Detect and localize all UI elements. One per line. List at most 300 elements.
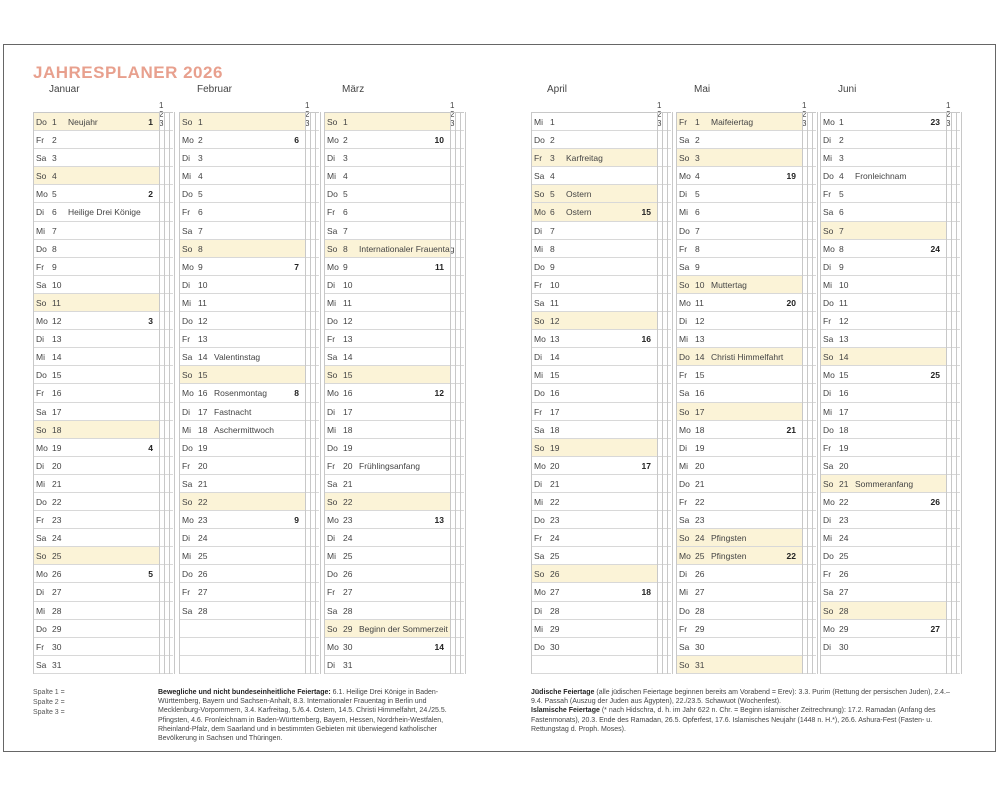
weekday: Sa xyxy=(679,641,690,652)
day-row[interactable] xyxy=(531,240,671,258)
day-row[interactable] xyxy=(33,366,173,384)
day-number: 28 xyxy=(343,605,353,616)
weekday: Fr xyxy=(36,388,45,399)
column-numbers-header: 1 2 3 xyxy=(946,101,952,128)
weekday: Sa xyxy=(327,605,338,616)
day-row[interactable] xyxy=(820,131,960,149)
day-number: 9 xyxy=(198,261,203,272)
day-row[interactable] xyxy=(676,113,816,131)
event-label: Ostern xyxy=(566,207,592,218)
day-row[interactable] xyxy=(324,149,464,167)
week-number: 8 xyxy=(294,388,299,399)
day-row[interactable] xyxy=(531,258,671,276)
day-number: 20 xyxy=(695,460,705,471)
day-number: 2 xyxy=(839,135,844,146)
day-row[interactable] xyxy=(820,203,960,221)
day-row[interactable] xyxy=(179,258,319,276)
week-number: 26 xyxy=(930,496,940,507)
day-row[interactable] xyxy=(676,294,816,312)
day-number: 24 xyxy=(550,533,560,544)
day-row[interactable] xyxy=(179,493,319,511)
day-row[interactable] xyxy=(531,276,671,294)
day-number: 30 xyxy=(52,641,62,652)
day-row[interactable] xyxy=(179,511,319,529)
weekday: Di xyxy=(36,334,45,345)
weekday: Do xyxy=(823,551,834,562)
day-row[interactable] xyxy=(820,240,960,258)
day-row[interactable] xyxy=(324,312,464,330)
day-row[interactable] xyxy=(531,493,671,511)
weekday: Mi xyxy=(679,460,688,471)
weekday: So xyxy=(534,442,545,453)
weekday: Sa xyxy=(534,424,545,435)
day-number: 11 xyxy=(839,297,848,308)
day-row[interactable] xyxy=(531,149,671,167)
day-row[interactable] xyxy=(33,493,173,511)
day-row[interactable] xyxy=(324,185,464,203)
day-row[interactable] xyxy=(179,384,319,402)
day-row[interactable] xyxy=(531,583,671,601)
day-row[interactable] xyxy=(33,167,173,185)
day-row[interactable] xyxy=(179,547,319,565)
day-number: 12 xyxy=(343,316,353,327)
day-row[interactable] xyxy=(676,511,816,529)
day-row[interactable] xyxy=(324,475,464,493)
day-number: 22 xyxy=(550,496,560,507)
day-row[interactable] xyxy=(179,203,319,221)
day-row[interactable] xyxy=(676,493,816,511)
weekday: Mi xyxy=(36,352,45,363)
weekday: Sa xyxy=(36,533,47,544)
day-row[interactable] xyxy=(324,457,464,475)
day-row[interactable] xyxy=(820,366,960,384)
day-row[interactable] xyxy=(33,403,173,421)
weekday: So xyxy=(679,279,690,290)
day-number: 18 xyxy=(52,424,62,435)
day-row[interactable] xyxy=(820,547,960,565)
day-row[interactable] xyxy=(324,330,464,348)
day-row[interactable] xyxy=(820,565,960,583)
day-row[interactable] xyxy=(324,511,464,529)
day-row[interactable] xyxy=(531,602,671,620)
day-row[interactable] xyxy=(820,439,960,457)
weekday: Sa xyxy=(36,659,47,670)
day-row[interactable] xyxy=(676,583,816,601)
day-row[interactable] xyxy=(676,384,816,402)
day-row[interactable] xyxy=(33,131,173,149)
weekday: So xyxy=(36,171,47,182)
day-row[interactable] xyxy=(676,222,816,240)
weekday: Di xyxy=(823,515,832,526)
day-row[interactable] xyxy=(531,529,671,547)
day-number: 10 xyxy=(198,279,208,290)
day-number: 4 xyxy=(695,171,700,182)
day-row[interactable] xyxy=(531,403,671,421)
day-row[interactable] xyxy=(531,439,671,457)
day-row[interactable] xyxy=(676,276,816,294)
day-row[interactable] xyxy=(179,348,319,366)
day-row[interactable] xyxy=(820,222,960,240)
day-row[interactable] xyxy=(531,457,671,475)
day-row[interactable] xyxy=(33,638,173,656)
day-number: 11 xyxy=(198,297,207,308)
day-row[interactable] xyxy=(179,421,319,439)
weekday: Di xyxy=(823,135,832,146)
day-row[interactable] xyxy=(179,330,319,348)
day-row[interactable] xyxy=(324,203,464,221)
day-row[interactable] xyxy=(179,167,319,185)
day-row[interactable] xyxy=(676,403,816,421)
day-row[interactable] xyxy=(324,276,464,294)
day-row[interactable] xyxy=(820,403,960,421)
weekday: Sa xyxy=(823,334,834,345)
day-row[interactable] xyxy=(33,348,173,366)
day-row[interactable] xyxy=(179,529,319,547)
weekday: Fr xyxy=(182,207,191,218)
day-row[interactable] xyxy=(179,312,319,330)
day-row[interactable] xyxy=(33,529,173,547)
day-row[interactable] xyxy=(676,167,816,185)
weekday: So xyxy=(327,496,338,507)
day-row[interactable] xyxy=(820,113,960,131)
day-row[interactable] xyxy=(33,511,173,529)
day-row[interactable] xyxy=(820,294,960,312)
day-number: 1 xyxy=(343,117,348,127)
weekday: Sa xyxy=(679,261,690,272)
weekday: Mo xyxy=(327,135,339,146)
day-row[interactable] xyxy=(820,457,960,475)
day-row[interactable] xyxy=(676,258,816,276)
day-number: 14 xyxy=(839,352,849,363)
day-row[interactable] xyxy=(820,475,960,493)
day-row[interactable] xyxy=(324,602,464,620)
day-row[interactable] xyxy=(324,547,464,565)
day-row[interactable] xyxy=(33,547,173,565)
weekday: Mo xyxy=(679,297,691,308)
day-row[interactable] xyxy=(324,240,464,258)
weekday: Di xyxy=(679,569,688,580)
day-row[interactable] xyxy=(33,222,173,240)
day-number: 19 xyxy=(198,442,208,453)
day-row[interactable] xyxy=(179,457,319,475)
day-row[interactable] xyxy=(324,529,464,547)
day-row[interactable] xyxy=(179,294,319,312)
weekday: Do xyxy=(182,569,193,580)
day-row[interactable] xyxy=(33,276,173,294)
day-number: 21 xyxy=(198,478,208,489)
empty-row xyxy=(531,656,671,674)
day-row[interactable] xyxy=(676,185,816,203)
event-label: Christi Himmelfahrt xyxy=(711,352,784,363)
day-number: 4 xyxy=(550,171,555,182)
day-row[interactable] xyxy=(33,312,173,330)
day-row[interactable] xyxy=(820,185,960,203)
day-row[interactable] xyxy=(33,565,173,583)
weekday: Fr xyxy=(327,587,336,598)
day-row[interactable] xyxy=(324,403,464,421)
weekday: Mo xyxy=(36,189,48,200)
day-row[interactable] xyxy=(179,113,319,131)
day-row[interactable] xyxy=(179,583,319,601)
day-row[interactable] xyxy=(324,258,464,276)
day-row[interactable] xyxy=(531,185,671,203)
column-divider xyxy=(812,112,813,674)
event-label: Fastnacht xyxy=(214,406,252,417)
day-row[interactable] xyxy=(531,421,671,439)
day-row[interactable] xyxy=(33,602,173,620)
day-number: 22 xyxy=(839,496,849,507)
day-row[interactable] xyxy=(324,493,464,511)
column-divider xyxy=(179,112,180,674)
month-name: Mai xyxy=(694,84,711,95)
holiday-note-left-heading: Bewegliche und nicht bundeseinheitliche Feiertage: xyxy=(158,689,331,696)
day-row[interactable] xyxy=(33,421,173,439)
day-row[interactable] xyxy=(33,330,173,348)
weekday: Do xyxy=(823,297,834,308)
weekday: Sa xyxy=(823,207,834,218)
day-number: 5 xyxy=(550,189,555,200)
day-row[interactable] xyxy=(179,276,319,294)
weekday: Fr xyxy=(36,135,45,146)
weekday: Sa xyxy=(327,225,338,236)
day-row[interactable] xyxy=(324,222,464,240)
day-row[interactable] xyxy=(676,457,816,475)
day-row[interactable] xyxy=(33,439,173,457)
day-row[interactable] xyxy=(531,366,671,384)
day-row[interactable] xyxy=(531,131,671,149)
weekday: Mo xyxy=(823,496,835,507)
day-row[interactable] xyxy=(531,203,671,221)
day-number: 10 xyxy=(695,279,705,290)
weekday: Sa xyxy=(534,297,545,308)
day-number: 15 xyxy=(52,370,62,381)
day-row[interactable] xyxy=(179,475,319,493)
day-number: 28 xyxy=(695,605,705,616)
column-divider xyxy=(455,112,456,674)
day-row[interactable] xyxy=(531,511,671,529)
day-row[interactable] xyxy=(676,656,816,674)
weekday: Fr xyxy=(679,117,688,127)
day-row[interactable] xyxy=(676,240,816,258)
day-number: 21 xyxy=(839,478,849,489)
day-number: 11 xyxy=(52,297,61,308)
day-number: 9 xyxy=(343,261,348,272)
weekday: Fr xyxy=(327,460,336,471)
weekday: Do xyxy=(534,388,545,399)
day-row[interactable] xyxy=(531,475,671,493)
day-row[interactable] xyxy=(531,638,671,656)
day-row[interactable] xyxy=(33,457,173,475)
day-row[interactable] xyxy=(324,294,464,312)
day-row[interactable] xyxy=(324,583,464,601)
weekday: Di xyxy=(534,605,543,616)
day-row[interactable] xyxy=(531,330,671,348)
day-number: 30 xyxy=(839,641,849,652)
day-row[interactable] xyxy=(531,113,671,131)
day-row[interactable] xyxy=(324,656,464,674)
column-divider xyxy=(802,112,803,674)
weekday: Mi xyxy=(182,171,191,182)
day-row[interactable] xyxy=(820,529,960,547)
event-label: Frühlingsanfang xyxy=(359,460,420,471)
day-number: 30 xyxy=(343,641,353,652)
day-row[interactable] xyxy=(324,565,464,583)
legend-column-2: Spalte 2 = xyxy=(33,699,65,706)
day-row[interactable] xyxy=(820,348,960,366)
day-number: 17 xyxy=(198,406,208,417)
event-label: Neujahr xyxy=(68,117,98,127)
weekday: Do xyxy=(327,316,338,327)
day-row[interactable] xyxy=(820,602,960,620)
day-row[interactable] xyxy=(676,149,816,167)
day-row[interactable] xyxy=(676,348,816,366)
day-number: 25 xyxy=(839,551,849,562)
day-row[interactable] xyxy=(676,439,816,457)
day-number: 5 xyxy=(343,189,348,200)
day-row[interactable] xyxy=(324,384,464,402)
weekday: Mi xyxy=(823,533,832,544)
day-number: 12 xyxy=(52,316,62,327)
day-number: 29 xyxy=(839,623,849,634)
day-number: 6 xyxy=(52,207,57,218)
day-row[interactable] xyxy=(676,330,816,348)
day-row[interactable] xyxy=(531,167,671,185)
day-row[interactable] xyxy=(676,475,816,493)
day-row[interactable] xyxy=(531,565,671,583)
day-row[interactable] xyxy=(324,131,464,149)
day-row[interactable] xyxy=(179,565,319,583)
day-row[interactable] xyxy=(33,475,173,493)
day-row[interactable] xyxy=(531,348,671,366)
day-row[interactable] xyxy=(33,258,173,276)
day-row[interactable] xyxy=(33,384,173,402)
day-row[interactable] xyxy=(676,620,816,638)
day-row[interactable] xyxy=(324,439,464,457)
month-name: Januar xyxy=(49,84,80,95)
event-label: Rosenmontag xyxy=(214,388,267,399)
day-row[interactable] xyxy=(676,312,816,330)
day-number: 22 xyxy=(343,496,353,507)
day-number: 11 xyxy=(695,297,704,308)
day-row[interactable] xyxy=(820,421,960,439)
day-row[interactable] xyxy=(820,583,960,601)
day-row[interactable] xyxy=(676,547,816,565)
column-divider xyxy=(676,112,677,674)
day-row[interactable] xyxy=(676,366,816,384)
day-row[interactable] xyxy=(531,620,671,638)
day-row[interactable] xyxy=(324,620,464,638)
day-number: 8 xyxy=(695,243,700,254)
day-number: 16 xyxy=(52,388,62,399)
day-row[interactable] xyxy=(33,113,173,131)
column-numbers-header: 1 2 3 xyxy=(802,101,808,128)
day-row[interactable] xyxy=(676,203,816,221)
day-row[interactable] xyxy=(531,312,671,330)
day-row[interactable] xyxy=(531,547,671,565)
day-row[interactable] xyxy=(820,493,960,511)
legend-column-1: Spalte 1 = xyxy=(33,689,65,696)
day-row[interactable] xyxy=(33,149,173,167)
holiday-note-left-text: 6.1. Heilige Drei Könige in Baden-Württemberg, Bayern und Sachsen-Anhalt, 8.3. Internationaler Frauentag in Berlin und Mecklenburg-Vorpommern, 3.4. Karfreitag, 5./6.4. Ostern, 14.5. Christi Himmelfahrt, 24./25.5. Pfingsten, 4.6. Fronleichnam in Baden-Württemberg, Bayern, Hessen, Nordrhein-Westfalen, Rheinland-Pfalz, dem Saarland und in bestimmten Gebieten mit überwiegend katholischer Bevölkerung in Sachsen und Thüringen. xyxy=(158,689,447,743)
day-row[interactable] xyxy=(324,113,464,131)
day-row[interactable] xyxy=(676,602,816,620)
day-row[interactable] xyxy=(33,294,173,312)
column-numbers-header: 1 2 3 xyxy=(159,101,165,128)
weekday: Fr xyxy=(182,587,191,598)
day-number: 5 xyxy=(52,189,57,200)
weekday: Mi xyxy=(182,551,191,562)
day-row[interactable] xyxy=(324,348,464,366)
day-number: 6 xyxy=(550,207,555,218)
day-row[interactable] xyxy=(179,403,319,421)
weekday: Mi xyxy=(327,551,336,562)
day-row[interactable] xyxy=(33,240,173,258)
day-row[interactable] xyxy=(179,602,319,620)
day-row[interactable] xyxy=(531,384,671,402)
weekday: Fr xyxy=(679,243,688,254)
day-row[interactable] xyxy=(179,222,319,240)
day-row[interactable] xyxy=(324,421,464,439)
weekday: Do xyxy=(679,478,690,489)
day-row[interactable] xyxy=(676,131,816,149)
day-row[interactable] xyxy=(676,421,816,439)
day-row[interactable] xyxy=(531,294,671,312)
day-row[interactable] xyxy=(820,638,960,656)
day-number: 21 xyxy=(550,478,560,489)
day-row[interactable] xyxy=(820,312,960,330)
day-row[interactable] xyxy=(820,149,960,167)
day-row[interactable] xyxy=(179,131,319,149)
weekday: Mo xyxy=(534,207,546,218)
weekday: Di xyxy=(534,352,543,363)
day-row[interactable] xyxy=(179,240,319,258)
day-row[interactable] xyxy=(324,638,464,656)
day-row[interactable] xyxy=(676,638,816,656)
day-number: 14 xyxy=(343,352,353,363)
weekday: So xyxy=(823,225,834,236)
day-number: 27 xyxy=(52,587,62,598)
day-row[interactable] xyxy=(179,366,319,384)
day-row[interactable] xyxy=(33,620,173,638)
day-number: 22 xyxy=(52,496,62,507)
day-row[interactable] xyxy=(33,583,173,601)
week-number: 20 xyxy=(786,297,796,308)
day-row[interactable] xyxy=(820,167,960,185)
weekday: Do xyxy=(534,641,545,652)
day-row[interactable] xyxy=(33,203,173,221)
day-row[interactable] xyxy=(820,511,960,529)
day-row[interactable] xyxy=(179,439,319,457)
day-row[interactable] xyxy=(820,384,960,402)
weekday: Mi xyxy=(534,370,543,381)
day-row[interactable] xyxy=(676,529,816,547)
day-row[interactable] xyxy=(820,258,960,276)
day-row[interactable] xyxy=(179,185,319,203)
event-label: Pfingsten xyxy=(711,533,747,544)
day-row[interactable] xyxy=(676,565,816,583)
day-row[interactable] xyxy=(820,330,960,348)
weekday: Mi xyxy=(823,153,832,164)
day-row[interactable] xyxy=(324,167,464,185)
day-row[interactable] xyxy=(531,222,671,240)
day-row[interactable] xyxy=(820,276,960,294)
week-number: 27 xyxy=(930,623,940,634)
day-row[interactable] xyxy=(324,366,464,384)
day-row[interactable] xyxy=(33,185,173,203)
day-row[interactable] xyxy=(33,656,173,674)
day-row[interactable] xyxy=(820,620,960,638)
day-row[interactable] xyxy=(179,149,319,167)
